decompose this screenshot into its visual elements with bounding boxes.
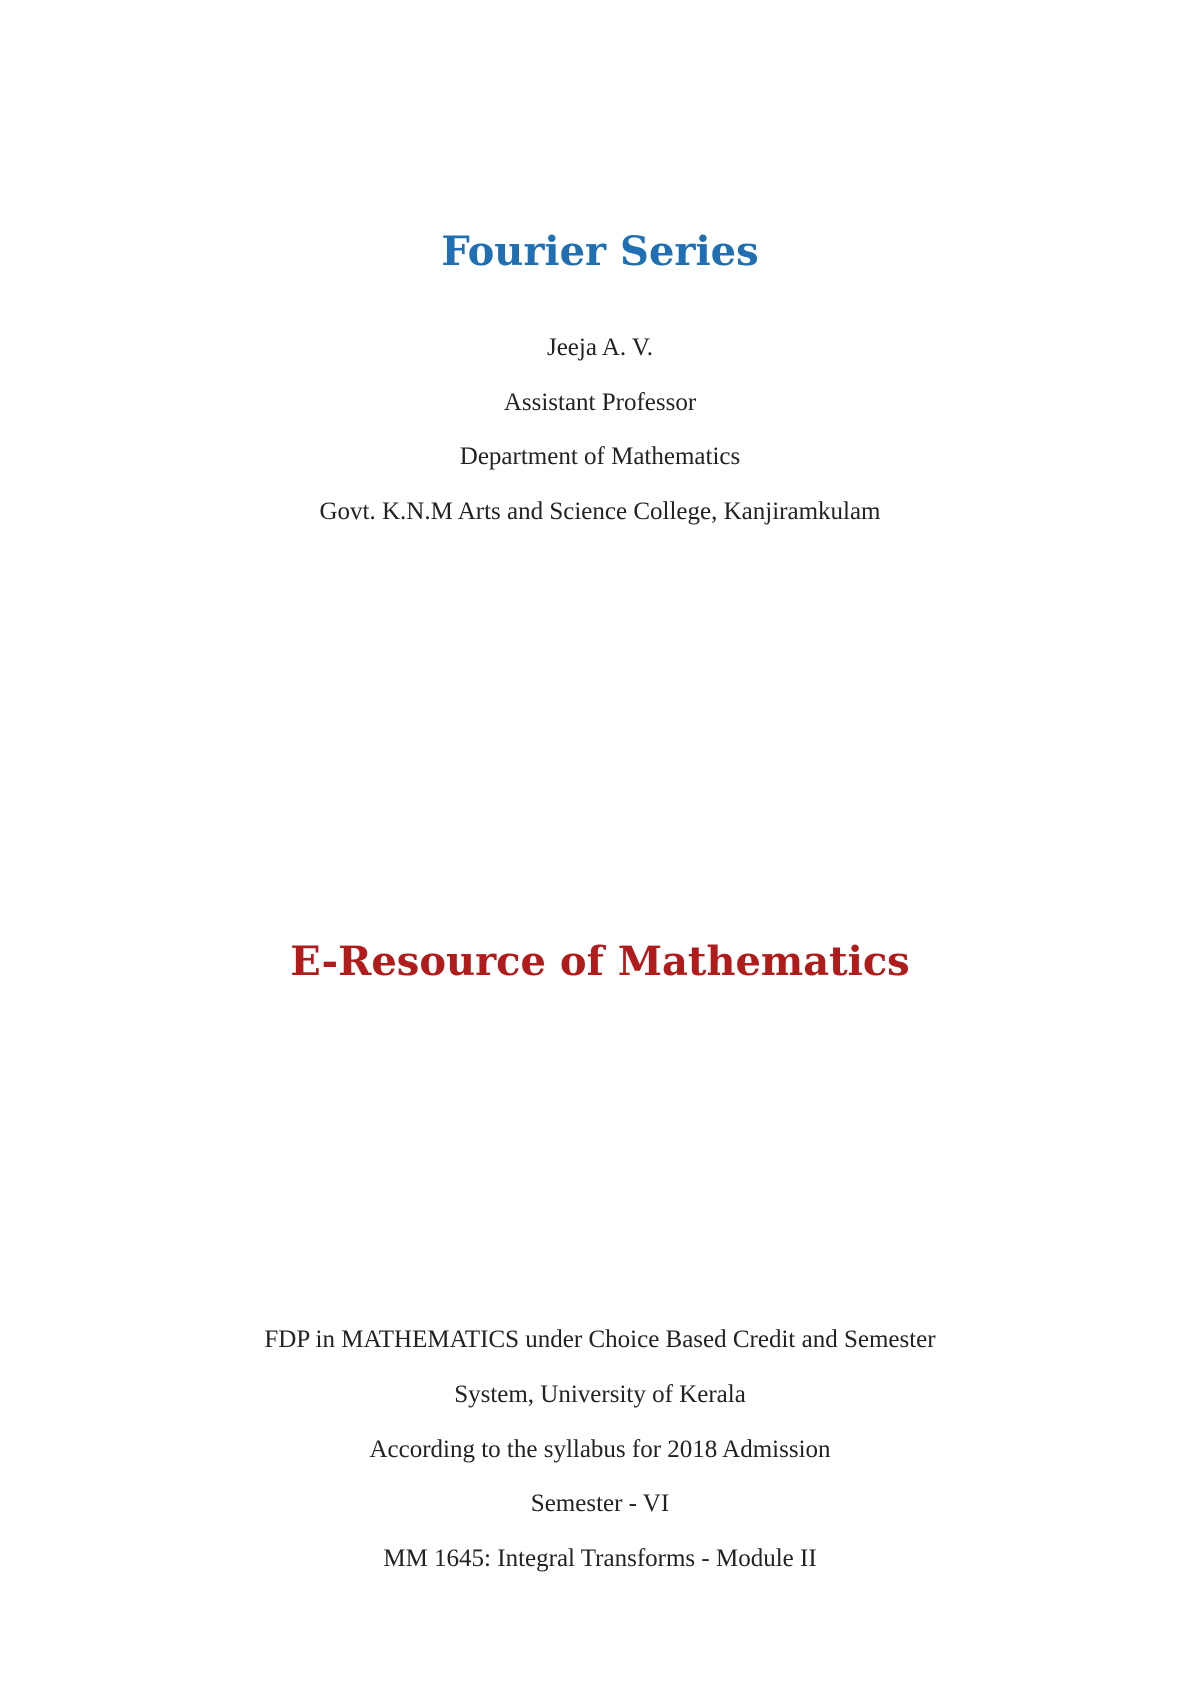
- author-name: Jeeja A. V.: [546, 334, 654, 361]
- author-role: Assistant Professor: [503, 389, 697, 416]
- program-line-1: FDP in MATHEMATICS under Choice Based Credit and Semester: [264, 1326, 936, 1353]
- course-module-line: MM 1645: Integral Transforms - Module II: [383, 1545, 817, 1572]
- syllabus-line: According to the syllabus for 2018 Admission: [369, 1436, 831, 1463]
- document-title: Fourier Series: [441, 228, 759, 275]
- program-line-2: System, University of Kerala: [454, 1381, 746, 1408]
- semester-line: Semester - VI: [530, 1490, 670, 1517]
- author-college: Govt. K.N.M Arts and Science College, Kanjiramkulam: [319, 498, 881, 525]
- author-department: Department of Mathematics: [459, 443, 741, 470]
- resource-title: E-Resource of Mathematics: [290, 938, 910, 985]
